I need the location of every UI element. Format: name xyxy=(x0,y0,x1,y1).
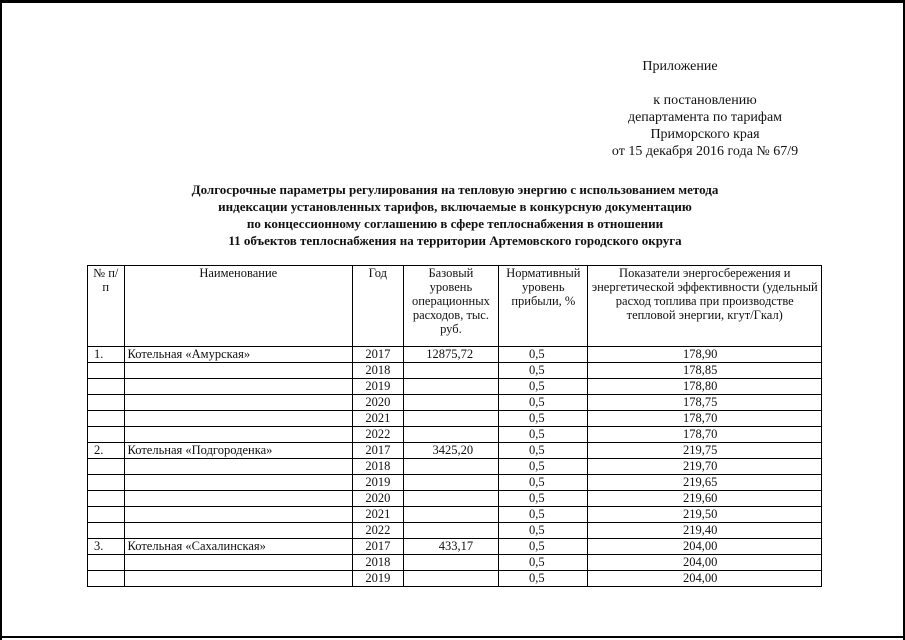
cell-profit-level: 0,5 xyxy=(499,507,588,523)
cell-num xyxy=(88,523,125,539)
cell-name xyxy=(124,395,352,411)
cell-name xyxy=(124,571,352,587)
cell-profit-level: 0,5 xyxy=(499,395,588,411)
header-energy-efficiency: Показатели энергосбережения и энергетической эффективности (удельный расход топлива при производстве тепловой энергии, кгут/Гкал) xyxy=(588,266,822,347)
cell-profit-level: 0,5 xyxy=(499,491,588,507)
page-top-border xyxy=(0,0,905,3)
cell-num: 2. xyxy=(88,443,125,459)
cell-base-opex xyxy=(403,491,498,507)
cell-profit-level: 0,5 xyxy=(499,379,588,395)
cell-name: Котельная «Амурская» xyxy=(124,347,352,363)
cell-profit-level: 0,5 xyxy=(499,523,588,539)
parameters-table xyxy=(87,265,822,587)
cell-year: 2020 xyxy=(352,395,403,411)
cell-energy-efficiency: 178,80 xyxy=(588,379,822,395)
cell-base-opex xyxy=(403,475,498,491)
cell-energy-efficiency: 219,65 xyxy=(588,475,822,491)
cell-name xyxy=(124,363,352,379)
cell-year: 2022 xyxy=(352,427,403,443)
cell-base-opex: 12875,72 xyxy=(403,347,498,363)
table-row xyxy=(88,427,822,443)
cell-base-opex xyxy=(403,459,498,475)
cell-num: 1. xyxy=(88,347,125,363)
cell-num xyxy=(88,363,125,379)
cell-year: 2019 xyxy=(352,475,403,491)
cell-profit-level: 0,5 xyxy=(499,347,588,363)
cell-num xyxy=(88,475,125,491)
cell-profit-level: 0,5 xyxy=(499,411,588,427)
document-title-line-4: 11 объектов теплоснабжения на территории Артемовского городского округа xyxy=(228,233,682,248)
header-profit-level: Нормативный уровень прибыли, % xyxy=(499,266,588,347)
cell-name xyxy=(124,491,352,507)
cell-name: Котельная «Подгороденка» xyxy=(124,443,352,459)
table-row xyxy=(88,539,822,555)
header-num: № п/п xyxy=(88,266,125,347)
cell-energy-efficiency: 219,40 xyxy=(588,523,822,539)
cell-base-opex xyxy=(403,395,498,411)
cell-profit-level: 0,5 xyxy=(499,475,588,491)
cell-energy-efficiency: 178,70 xyxy=(588,427,822,443)
appendix-block xyxy=(540,58,820,160)
cell-energy-efficiency: 219,60 xyxy=(588,491,822,507)
header-base-opex: Базовый уровень операционных расходов, тыс. руб. xyxy=(403,266,498,347)
cell-year: 2020 xyxy=(352,491,403,507)
appendix-line-3: Приморского края xyxy=(650,127,760,142)
document-title-line-3: по концессионному соглашению в сфере теплоснабжения в отношении xyxy=(246,216,664,231)
header-year: Год xyxy=(352,266,403,347)
cell-energy-efficiency: 178,90 xyxy=(588,347,822,363)
cell-num xyxy=(88,507,125,523)
table-row xyxy=(88,491,822,507)
cell-base-opex xyxy=(403,523,498,539)
cell-name xyxy=(124,459,352,475)
page-bottom-border xyxy=(0,636,905,638)
table-row xyxy=(88,523,822,539)
table-body xyxy=(88,347,822,587)
document-title-line-1: Долгосрочные параметры регулирования на тепловую энергию с использованием метода xyxy=(191,182,719,197)
cell-num xyxy=(88,427,125,443)
appendix-line-4: от 15 декабря 2016 года № 67/9 xyxy=(611,144,799,159)
cell-energy-efficiency: 219,70 xyxy=(588,459,822,475)
cell-num xyxy=(88,555,125,571)
cell-num xyxy=(88,395,125,411)
cell-profit-level: 0,5 xyxy=(499,555,588,571)
table-row xyxy=(88,571,822,587)
document-title xyxy=(90,181,820,249)
cell-year: 2017 xyxy=(352,347,403,363)
cell-year: 2019 xyxy=(352,571,403,587)
cell-energy-efficiency: 204,00 xyxy=(588,539,822,555)
appendix-line-2: департамента по тарифам xyxy=(627,110,783,125)
cell-year: 2021 xyxy=(352,411,403,427)
cell-year: 2018 xyxy=(352,363,403,379)
cell-profit-level: 0,5 xyxy=(499,427,588,443)
cell-year: 2017 xyxy=(352,443,403,459)
page-left-border xyxy=(0,0,2,640)
table-row xyxy=(88,459,822,475)
cell-year: 2018 xyxy=(352,459,403,475)
cell-name xyxy=(124,507,352,523)
cell-base-opex xyxy=(403,507,498,523)
cell-profit-level: 0,5 xyxy=(499,539,588,555)
cell-base-opex: 433,17 xyxy=(403,539,498,555)
cell-name xyxy=(124,475,352,491)
table-row xyxy=(88,347,822,363)
cell-profit-level: 0,5 xyxy=(499,459,588,475)
appendix-line-1: к постановлению xyxy=(653,93,757,108)
cell-energy-efficiency: 204,00 xyxy=(588,555,822,571)
table-row xyxy=(88,475,822,491)
cell-num: 3. xyxy=(88,539,125,555)
cell-base-opex xyxy=(403,571,498,587)
table-row xyxy=(88,411,822,427)
cell-name: Котельная «Сахалинская» xyxy=(124,539,352,555)
cell-energy-efficiency: 219,50 xyxy=(588,507,822,523)
cell-name xyxy=(124,411,352,427)
cell-year: 2018 xyxy=(352,555,403,571)
cell-base-opex xyxy=(403,379,498,395)
cell-energy-efficiency: 178,85 xyxy=(588,363,822,379)
cell-year: 2022 xyxy=(352,523,403,539)
cell-energy-efficiency: 204,00 xyxy=(588,571,822,587)
cell-name xyxy=(124,523,352,539)
cell-year: 2021 xyxy=(352,507,403,523)
cell-num xyxy=(88,571,125,587)
table-header-row xyxy=(88,266,822,347)
cell-num xyxy=(88,411,125,427)
cell-profit-level: 0,5 xyxy=(499,363,588,379)
cell-num xyxy=(88,459,125,475)
cell-profit-level: 0,5 xyxy=(499,443,588,459)
cell-num xyxy=(88,491,125,507)
table-row xyxy=(88,443,822,459)
cell-base-opex: 3425,20 xyxy=(403,443,498,459)
cell-base-opex xyxy=(403,363,498,379)
cell-name xyxy=(124,379,352,395)
table-row xyxy=(88,555,822,571)
table-row xyxy=(88,363,822,379)
cell-year: 2019 xyxy=(352,379,403,395)
cell-energy-efficiency: 178,70 xyxy=(588,411,822,427)
table-row xyxy=(88,379,822,395)
cell-energy-efficiency: 178,75 xyxy=(588,395,822,411)
cell-name xyxy=(124,427,352,443)
cell-num xyxy=(88,379,125,395)
table-row xyxy=(88,395,822,411)
cell-name xyxy=(124,555,352,571)
cell-base-opex xyxy=(403,427,498,443)
cell-year: 2017 xyxy=(352,539,403,555)
cell-profit-level: 0,5 xyxy=(499,571,588,587)
table-row xyxy=(88,507,822,523)
cell-energy-efficiency: 219,75 xyxy=(588,443,822,459)
appendix-title: Приложение xyxy=(642,59,718,74)
cell-base-opex xyxy=(403,411,498,427)
cell-base-opex xyxy=(403,555,498,571)
header-name: Наименование xyxy=(124,266,352,347)
document-title-line-2: индексации установленных тарифов, включаемые в конкурсную документацию xyxy=(218,199,692,214)
